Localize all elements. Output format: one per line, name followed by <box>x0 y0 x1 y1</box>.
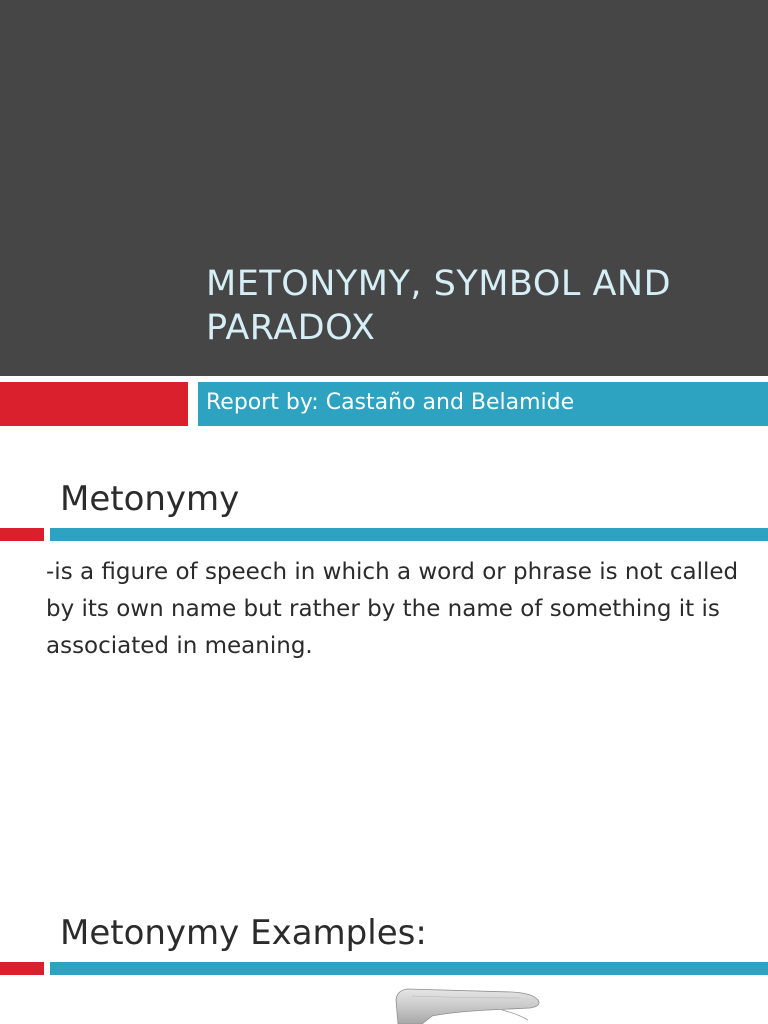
heading-blue-rule <box>50 528 768 541</box>
examples-heading: Metonymy Examples: <box>60 913 427 953</box>
report-byline: Report by: Castaño and Belamide <box>206 390 575 415</box>
metonymy-definition: -is a figure of speech in which a word or phrase is not called by its own name but rather by the name of something it is associated in meaning. <box>46 559 739 659</box>
red-accent-block <box>0 382 188 426</box>
heading-red-rule <box>0 528 44 541</box>
presentation-title: METONYMY, SYMBOL AND PARADOX <box>206 264 672 348</box>
hand-illustration <box>392 986 552 1024</box>
metonymy-heading: Metonymy <box>60 479 240 519</box>
examples-blue-rule <box>50 962 768 975</box>
examples-red-rule <box>0 962 44 975</box>
